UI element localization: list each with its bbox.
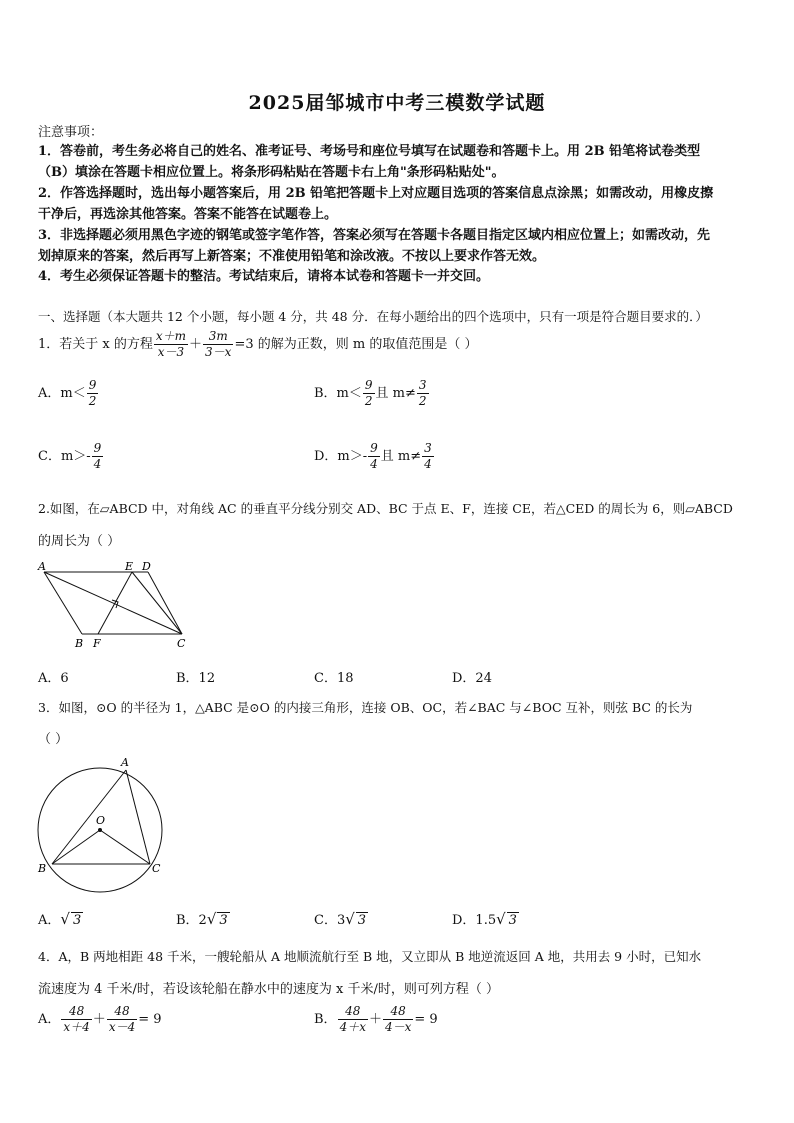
q2-option-c[interactable]: C．18 <box>314 671 354 686</box>
line-OB <box>52 830 100 864</box>
label-A: A <box>121 756 129 769</box>
q2-option-a[interactable]: A．6 <box>38 671 69 686</box>
question-2-stem-cont: 的周长为（ ） <box>38 534 121 549</box>
notice-heading: 注意事项： <box>38 125 104 140</box>
section-heading: 一、选择题（本大题共 12 个小题，每小题 4 分，共 48 分．在每小题给出的四个选项中，只有一项是符合题目要求的．） <box>38 309 708 324</box>
notice-line: 4．考生必须保证答题卡的整洁。考试结束后，请将本试卷和答题卡一并交回。 <box>38 269 490 284</box>
q1-option-b[interactable]: B．m＜ $\frac{9}{2}$ 且 m≠ $\frac{3}{2}$ <box>314 378 427 408</box>
line-EF <box>98 572 132 634</box>
label-F: F <box>93 637 101 650</box>
q4-option-a[interactable]: A． $\frac{48}{x+4}$ ＋ $\frac{48}{x-4}$ = 9 <box>38 1004 162 1034</box>
question-4-stem: 4．A，B 两地相距 48 千米，一艘轮船从 A 地顺流航行至 B 地，又立即从 B 地逆流返回 A 地，共用去 9 小时，已知水 <box>38 949 702 964</box>
q1-option-d[interactable]: D．m＞- $\frac{9}{4}$ 且 m≠ $\frac{3}{4}$ <box>314 441 432 471</box>
question-3-stem: 3．如图，⊙O 的半径为 1，△ABC 是⊙O 的内接三角形，连接 OB、OC，若∠BAC 与∠BOC 互补，则弦 BC 的长为 <box>38 700 693 715</box>
label-E: E <box>125 560 134 573</box>
question-3-stem-cont: （ ） <box>38 732 69 747</box>
notice-line: 2．作答选择题时，选出每小题答案后，用 2B 铅笔把答题卡上对应题目选项的答案信息点涂黑；如需改动，用橡皮擦 <box>38 186 714 201</box>
q3-option-d[interactable]: D．1.5√ 3 <box>452 910 517 928</box>
question-1-stem: 1．若关于 x 的方程 $\frac{x+m}{x-3}$ ＋ $\frac{3m}{3-x}$ =3 的解为正数，则 m 的取值范围是（ ） <box>38 329 478 359</box>
page-title: 2025届邹城市中考三模数学试题 <box>248 92 546 114</box>
notice-line: 1．答卷前，考生务必将自己的姓名、准考证号、考场号和座位号填写在试题卷和答题卡上。用 2B 铅笔将试卷类型 <box>38 144 701 159</box>
notice-line: （B）填涂在答题卡相应位置上。将条形码粘贴在答题卡右上角"条形码粘贴处"。 <box>38 165 505 180</box>
q3-option-a[interactable]: A．√ 3 <box>38 910 82 928</box>
label-C: C <box>177 637 186 650</box>
label-O: O <box>96 814 106 827</box>
line-CE <box>132 572 182 634</box>
q1-option-a[interactable]: A．m＜ $\frac{9}{2}$ <box>38 378 97 408</box>
line-AB <box>52 770 126 864</box>
q4-option-b[interactable]: B． $\frac{48}{4+x}$ ＋ $\frac{48}{4-x}$ = 9 <box>314 1004 438 1034</box>
question-4-stem-cont: 流速度为 4 千米/时，若设该轮船在静水中的速度为 x 千米/时，则可列方程（ ） <box>38 982 500 997</box>
line-AB <box>44 572 82 634</box>
circle-figure <box>34 754 168 894</box>
notice-line: 划掉原来的答案，然后再写上新答案；不准使用铅笔和涂改液。不按以上要求作答无效。 <box>38 249 546 264</box>
label-B: B <box>38 862 47 875</box>
parallelogram-figure <box>36 558 196 650</box>
q3-option-c[interactable]: C．3√ 3 <box>314 910 367 928</box>
q3-option-b[interactable]: B．2√ 3 <box>176 910 228 928</box>
notice-line: 干净后，再选涂其他答案。答案不能答在试题卷上。 <box>38 207 338 222</box>
fraction: $\frac{x+m}{x-3}$ <box>155 329 187 359</box>
label-B: B <box>75 637 84 650</box>
diagonal-AC <box>44 572 182 634</box>
q2-option-d[interactable]: D．24 <box>452 671 492 686</box>
label-C: C <box>152 862 161 875</box>
line-DC <box>148 572 182 634</box>
q2-option-b[interactable]: B．12 <box>176 671 216 686</box>
question-2-stem: 2.如图，在▱ABCD 中，对角线 AC 的垂直平分线分别交 AD、BC 于点 E、F，连接 CE，若△CED 的周长为 6，则▱ABCD <box>38 501 733 516</box>
q1-option-c[interactable]: C．m＞- $\frac{9}{4}$ <box>38 441 102 471</box>
notice-line: 3．非选择题必须用黑色字迹的钢笔或签字笔作答，答案必须写在答题卡各题目指定区域内相应位置上；如需改动，先 <box>38 228 711 243</box>
fraction: $\frac{3m}{3-x}$ <box>205 329 232 359</box>
label-D: D <box>142 560 151 573</box>
label-A: A <box>38 560 46 573</box>
center-point <box>98 828 102 832</box>
